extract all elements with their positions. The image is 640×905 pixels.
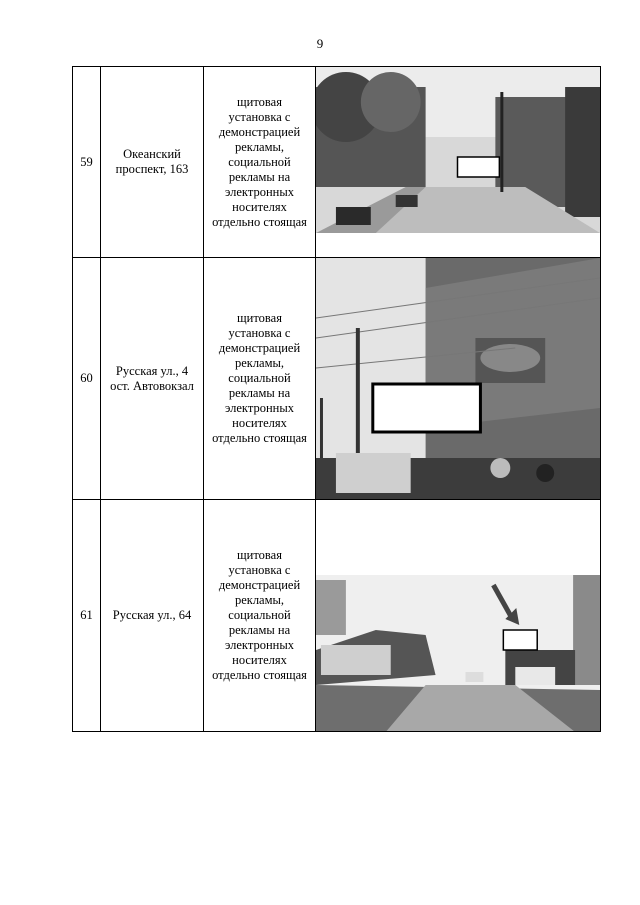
description-line: носителях (232, 199, 287, 214)
table-row (73, 258, 601, 500)
description-cell (204, 500, 316, 732)
description-line: рекламы, (234, 593, 285, 607)
description-line: щитовая (237, 548, 282, 562)
description-line: рекламы, (234, 139, 285, 154)
page-number: 9 (316, 36, 324, 51)
table-row (73, 500, 601, 732)
description-line: социальной (228, 608, 291, 622)
description-line: демонстрацией (218, 124, 301, 139)
description-line: рекламы на (228, 169, 291, 184)
description-line: отдельно стоящая (212, 214, 307, 229)
address-cell (101, 258, 204, 500)
row-number: 60 (73, 258, 101, 500)
address-cell (101, 67, 204, 258)
advertising-sites-table (72, 66, 601, 732)
address-line: проспект, 163 (115, 162, 189, 176)
description-line: электронных (225, 184, 294, 199)
description-line: демонстрацией (218, 341, 301, 355)
description-line: электронных (225, 638, 294, 652)
description-line: установка с (228, 109, 291, 124)
description-line: щитовая (237, 94, 282, 109)
address-line: ост. Автовокзал (110, 378, 194, 393)
address-line: Русская ул., 64 (112, 608, 192, 622)
description-line: демонстрацией (218, 578, 301, 592)
description-line: установка с (228, 326, 291, 340)
address-line: Океанский (123, 147, 181, 161)
description-cell (204, 67, 316, 258)
description-line: рекламы, (234, 356, 285, 370)
description-line: установка с (228, 563, 291, 577)
address-line: Русская ул., 4 (115, 363, 189, 378)
row-number: 59 (73, 67, 101, 258)
street-photo-okeansky (316, 67, 601, 258)
description-line: отдельно стоящая (212, 668, 307, 682)
description-line: рекламы на (228, 623, 291, 637)
description-line: электронных (225, 401, 294, 415)
address-cell (101, 500, 204, 732)
description-line: социальной (228, 154, 291, 169)
row-number: 61 (73, 500, 101, 732)
street-photo-russkaya-4 (316, 258, 601, 500)
description-line: щитовая (237, 311, 282, 325)
description-line: отдельно стоящая (212, 431, 307, 445)
description-line: носителях (232, 653, 287, 667)
description-cell (204, 258, 316, 500)
table-row (73, 67, 601, 258)
description-line: социальной (228, 371, 291, 385)
street-photo-russkaya-64 (316, 500, 601, 732)
description-line: носителях (232, 416, 287, 430)
description-line: рекламы на (228, 386, 291, 400)
